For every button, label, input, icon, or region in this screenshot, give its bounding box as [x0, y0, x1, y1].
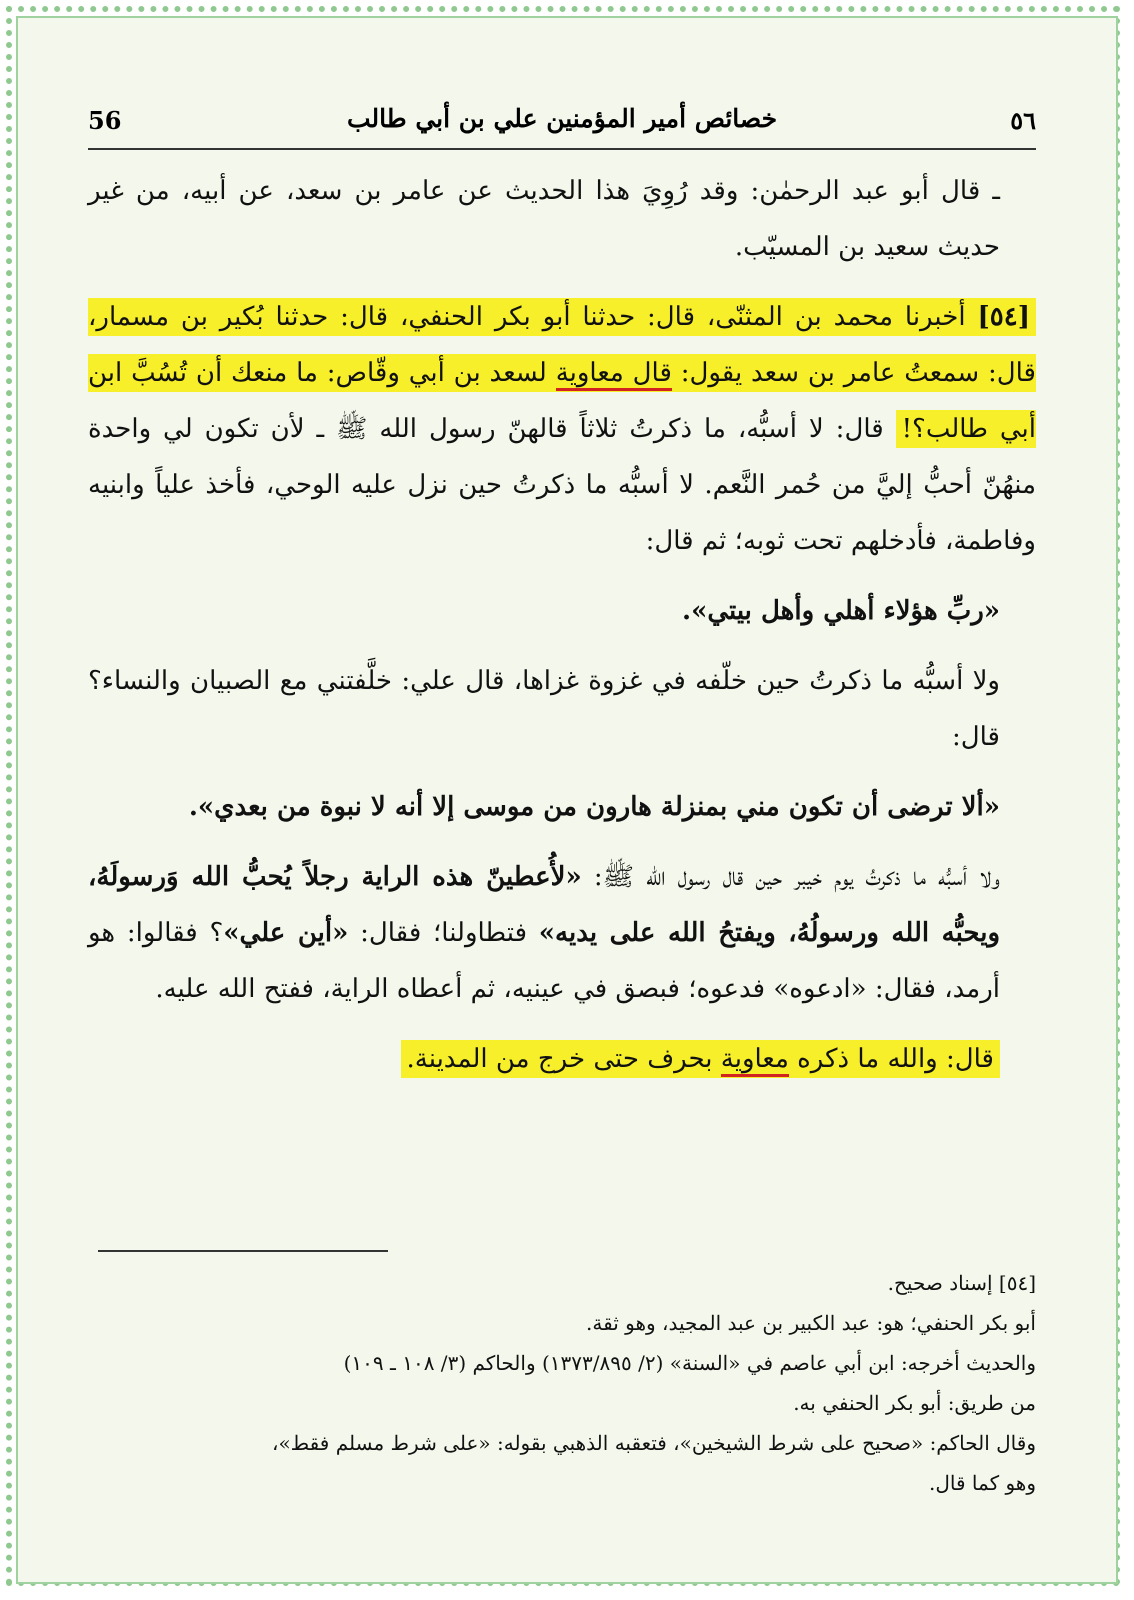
footnote-line: وهو كما قال. — [929, 1471, 1036, 1495]
footnote-line: أبو بكر الحنفي؛ هو: عبد الكبير بن عبد المجيد، وهو ثقة. — [586, 1311, 1036, 1335]
highlight-block-2 — [401, 1040, 1000, 1078]
page-header — [88, 88, 1036, 150]
main-text — [88, 163, 1036, 1101]
hadith-text-a: أخبرنا محمد بن المثنّى، قال: حدثنا أبو بكر الحنفي، قال: حدثنا بُكير بن مسمار، قال: سمعتُ عامر بن سعد يقول: — [88, 302, 1036, 388]
p3-text-b: فتطاولنا؛ فقال: — [348, 918, 539, 948]
p3-text-c: ؟ فقالوا: هو أرمد، فقال: «ادعوه» فدعوه؛ فبصق في عينيه، ثم أعطاه الراية، ففتح الله عليه. — [88, 918, 1000, 1004]
p3-quote-a: «لأُعطينّ هذه الراية رجلاً يُحبُّ الله وَرسولَهُ، ويحبُّه الله ورسولُهُ، ويفتحُ الله على يديه» — [88, 862, 1000, 948]
footnote-line: [٥٤] إسناد صحيح. — [887, 1271, 1036, 1295]
p3-quote-b: «أين علي» — [223, 918, 349, 948]
intro-paragraph: ـ قال أبو عبد الرحمٰن: وقد رُوِيَ هذا الحديث عن عامر بن سعد، عن أبيه، من غير حديث سعيد بن المسيّب. — [88, 176, 1000, 262]
footnotes — [88, 1263, 1036, 1503]
underlined-muawiya-1: قال معاوية — [556, 358, 672, 391]
underlined-muawiya-2: معاوية — [721, 1044, 789, 1077]
quote-1: «ربِّ هؤلاء أهلي وأهل بيتي». — [682, 596, 1000, 626]
final-text-a: قال: والله ما ذكره — [788, 1044, 994, 1074]
footnote-line: وقال الحاكم: «صحيح على شرط الشيخين»، فتعقبه الذهبي بقوله: «على شرط مسلم فقط»، — [271, 1431, 1036, 1455]
hadith-number: [٥٤] — [977, 302, 1031, 332]
page-number-latin: 56 — [88, 106, 122, 135]
hadith-paragraph-1 — [88, 289, 1036, 569]
hadith-text-b: لسعد بن أبي وقّاص: ما منعك أن تُسُبَّ ابن أبي طالب؟! — [88, 358, 1036, 444]
book-page — [18, 18, 1116, 1582]
footnote-line: من طريق: أبو بكر الحنفي به. — [793, 1391, 1036, 1415]
footnote-line: والحديث أخرجه: ابن أبي عاصم في «السنة» (٢/ ١٣٧٣/٨٩٥) والحاكم (٣/ ١٠٨ ـ ١٠٩) — [343, 1351, 1036, 1375]
hadith-paragraph-3 — [88, 849, 1036, 1017]
hadith-paragraph-2: ولا أسبُّه ما ذكرتُ حين خلّفه في غزوة غزاها، قال علي: خلَّفتني مع الصبيان والنساء؟ قال: — [88, 666, 1000, 752]
running-title: خصائص أمير المؤمنين علي بن أبي طالب — [346, 104, 778, 133]
hadith-text-c: قال: لا أسبُّه، ما ذكرتُ ثلاثاً قالهنّ رسول الله ﷺ ـ لأن تكون لي واحدة منهُنّ أحبُّ إليَّ من حُمر النَّعم. لا أسبُّه ما ذكرتُ حين نزل عليه الوحي، فأخذ علياً وابنيه وفاطمة، فأدخلهم تحت ثوبه؛ ثم قال: — [88, 414, 1036, 556]
footnote-divider — [98, 1250, 388, 1252]
page-number-arabic: ٥٦ — [1010, 106, 1036, 135]
final-text-b: بحرف حتى خرج من المدينة. — [406, 1044, 721, 1074]
p3-text-a: ولا أسبُّه ما ذكرتُ يوم خيبر حين قال رسول الله ﷺ: — [581, 862, 1000, 892]
quote-2: «ألا ترضى أن تكون مني بمنزلة هارون من موسى إلا أنه لا نبوة من بعدي». — [188, 792, 1000, 822]
final-paragraph — [88, 1031, 1036, 1087]
